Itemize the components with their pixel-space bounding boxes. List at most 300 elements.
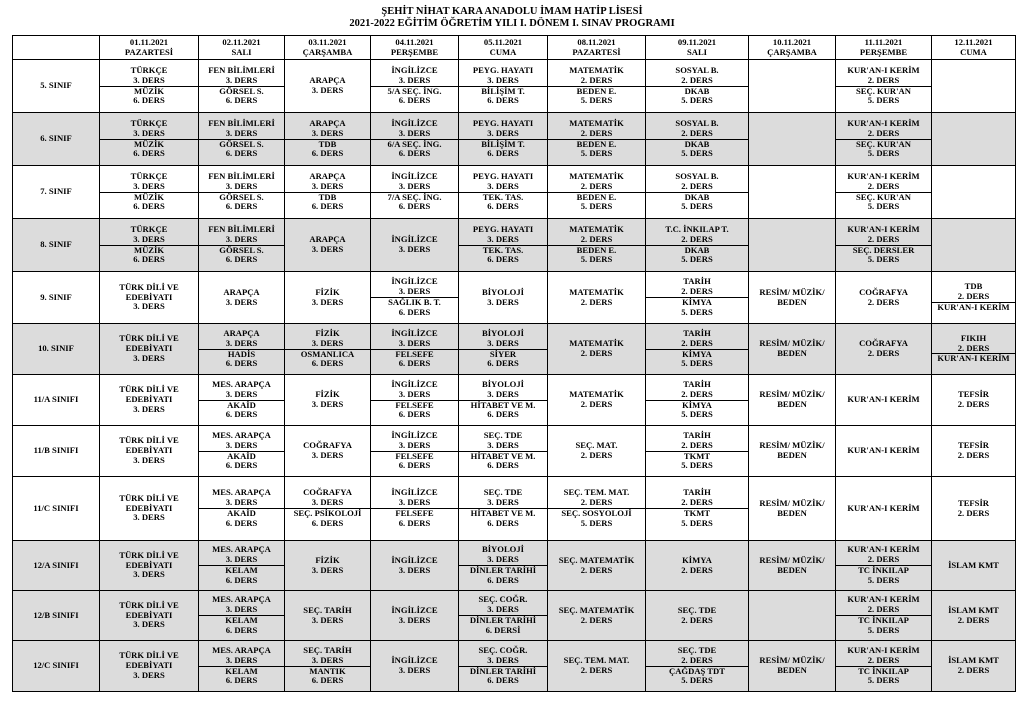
exam-subject: TEFSİR [957, 389, 990, 400]
exam-period: 2. DERS [681, 74, 713, 85]
exam-cell [836, 324, 932, 375]
table-row [13, 113, 1016, 166]
exam-period: 5. DERS [867, 201, 900, 212]
exam-entry [100, 436, 198, 465]
exam-entry [932, 353, 1015, 364]
exam-entry [749, 339, 835, 359]
exam-period: 6. DERS [487, 460, 519, 471]
exam-cell [371, 60, 459, 113]
exam-subject: BEDEN [777, 507, 807, 518]
exam-subject: FİZİK [315, 554, 340, 565]
exam-cell [199, 219, 285, 272]
exam-entry [371, 349, 458, 370]
exam-entry [646, 139, 748, 160]
exam-cell [199, 166, 285, 219]
exam-subject: TÜRKÇE [130, 170, 168, 181]
exam-period: 3. DERS [487, 497, 519, 508]
exam-entry [371, 451, 458, 472]
exam-entry [285, 349, 370, 370]
exam-period: 6. DERS [311, 517, 344, 528]
table-row [13, 324, 1016, 375]
exam-subject: GÖRSEL S. [219, 244, 264, 255]
exam-period: 3. DERS [398, 564, 431, 575]
exam-subject: RESİM/ MÜZİK/ [759, 497, 825, 508]
exam-cell [100, 641, 199, 692]
exam-period: 2. DERS [957, 342, 990, 353]
exam-entry [548, 119, 645, 139]
exam-period: 6. DERS [225, 409, 258, 420]
exam-entry [199, 329, 284, 349]
exam-entry [100, 172, 198, 192]
exam-subject: MATEMATİK [569, 117, 624, 128]
exam-period: 3. DERS [225, 388, 258, 399]
exam-subject: COĞRAFYA [859, 286, 908, 297]
exam-period: 3. DERS [487, 439, 519, 450]
exam-cell [548, 591, 646, 641]
exam-subject: İNGİLİZCE [391, 487, 438, 498]
exam-subject: BİLİŞİM T. [481, 138, 525, 149]
exam-entry [459, 288, 547, 308]
exam-cell [371, 272, 459, 324]
day-header [836, 36, 932, 60]
exam-entry [199, 565, 284, 586]
exam-cell [836, 375, 932, 426]
exam-period: 6. DERS [487, 201, 519, 212]
exam-entry [646, 277, 748, 297]
exam-cell [285, 426, 371, 477]
exam-cell [749, 541, 836, 591]
exam-subject: SEÇ. MATEMATİK [558, 554, 635, 565]
exam-period: 3. DERS [311, 180, 344, 191]
exam-subject: SİYER [489, 348, 517, 359]
exam-subject: SEÇ. MATEMATİK [558, 604, 635, 615]
exam-entry [548, 656, 645, 676]
exam-subject: SEÇ. MAT. [575, 440, 618, 451]
exam-subject: TÜRK DİLİ VE [119, 549, 179, 560]
exam-entry [285, 606, 370, 626]
exam-entry [199, 66, 284, 86]
exam-entry [371, 192, 458, 213]
exam-period: 3. DERS [487, 296, 519, 307]
day-header [199, 36, 285, 60]
exam-period: 3. DERS [225, 337, 258, 348]
exam-entry [285, 172, 370, 192]
exam-entry [459, 380, 547, 400]
exam-subject: ÇAĞDAŞ TDT [669, 665, 725, 676]
exam-period: 3. DERS [311, 127, 344, 138]
exam-entry [199, 349, 284, 370]
exam-cell [459, 591, 548, 641]
exam-entry [836, 545, 931, 565]
exam-cell [749, 272, 836, 324]
exam-entry [836, 192, 931, 213]
day-date: 01.11.2021 [129, 36, 169, 47]
exam-entry [548, 441, 645, 461]
exam-period: 3. DERS [487, 604, 519, 615]
exam-cell [199, 272, 285, 324]
exam-cell [100, 541, 199, 591]
exam-subject: İNGİLİZCE [391, 655, 438, 666]
exam-entry [199, 545, 284, 565]
exam-subject: TEFSİR [957, 440, 990, 451]
exam-subject: KUR'AN-I KERİM [847, 502, 920, 513]
day-header [932, 36, 1016, 60]
exam-cell [199, 541, 285, 591]
exam-entry [836, 172, 931, 192]
exam-subject: TC İNKILAP [858, 665, 909, 676]
exam-entry [199, 508, 284, 529]
exam-subject: GÖRSEL S. [219, 85, 264, 96]
day-name: SALI [231, 46, 252, 57]
exam-period: 5. DERS [681, 358, 713, 369]
exam-entry [836, 395, 931, 405]
exam-period: 5. DERS [681, 460, 713, 471]
exam-entry [285, 556, 370, 576]
exam-period: 6. DERS [487, 574, 519, 585]
exam-cell [459, 477, 548, 541]
exam-subject: DKAB [684, 85, 710, 96]
day-name: PAZARTESİ [572, 46, 621, 57]
exam-period: 3. DERS [225, 233, 258, 244]
exam-entry [199, 488, 284, 508]
class-name-cell: 5. SINIF [13, 60, 100, 113]
exam-entry [285, 76, 370, 96]
exam-period: 6. DERS [487, 517, 519, 528]
exam-subject: MES. ARAPÇA [212, 544, 271, 555]
exam-period: 2. DERS [681, 564, 713, 575]
exam-period: 3. DERS [398, 286, 431, 297]
exam-subject: BEDEN [777, 348, 807, 358]
exam-period: 6. DERS [311, 675, 344, 686]
exam-subject: SAĞLIK B. T. [388, 297, 441, 307]
exam-period: 2. DERS [867, 296, 900, 307]
class-name-cell: 8. SINIF [13, 219, 100, 272]
exam-subject: BEDEN E. [576, 85, 617, 96]
exam-subject: SEÇ. KUR'AN [856, 138, 911, 149]
exam-subject: BİLİŞİM T. [481, 85, 525, 96]
exam-entry [100, 601, 198, 630]
exam-entry [548, 488, 645, 508]
exam-entry [836, 615, 931, 636]
exam-period: 3. DERS [225, 74, 258, 85]
exam-period: 3. DERS [487, 233, 519, 244]
exam-entry [100, 245, 198, 266]
exam-entry [371, 172, 458, 192]
table-row [13, 60, 1016, 113]
day-date: 11.11.2021 [864, 36, 903, 47]
exam-subject: DİNLER TARİHİ [469, 565, 537, 575]
exam-entry [459, 400, 547, 421]
exam-subject: PEYG. HAYATI [472, 64, 534, 75]
exam-subject: SEÇ. KUR'AN [856, 191, 911, 202]
exam-cell [932, 477, 1016, 541]
exam-entry [836, 66, 931, 86]
schedule-body [13, 60, 1016, 692]
exam-period: 2. DERS [681, 614, 713, 625]
exam-subject: TEK. TAS. [482, 191, 524, 202]
exam-entry [836, 595, 931, 615]
exam-period: 2. DERS [580, 127, 613, 138]
exam-period: 5. DERS [681, 148, 713, 159]
exam-subject: KUR'AN-I KERİM [847, 223, 920, 234]
exam-subject: RESİM/ MÜZİK/ [759, 389, 825, 400]
exam-cell [548, 60, 646, 113]
exam-period: 5. DERS [681, 409, 713, 420]
exam-entry [100, 66, 198, 86]
day-name: CUMA [960, 46, 987, 57]
exam-period: 3. DERS [133, 180, 165, 191]
exam-subject: ARAPÇA [223, 327, 260, 338]
exam-subject: İNGİLİZCE [391, 378, 438, 389]
exam-period: 2. DERS [957, 614, 990, 625]
exam-period: 6. DERS [225, 624, 258, 635]
day-name: ÇARŞAMBA [302, 46, 353, 57]
exam-period: 5. DERS [867, 95, 900, 106]
exam-entry [749, 441, 835, 461]
exam-entry [459, 245, 547, 266]
table-row [13, 591, 1016, 641]
exam-subject: EDEBİYATI [125, 502, 173, 513]
exam-cell [646, 641, 749, 692]
exam-period: 6. DERS [487, 409, 519, 420]
exam-period: 5. DERS [580, 254, 613, 265]
exam-cell [836, 272, 932, 324]
exam-subject: FEN BİLİMLERİ [208, 223, 275, 234]
exam-period: 2. DERS [580, 399, 613, 409]
exam-cell [749, 426, 836, 477]
exam-subject: COĞRAFYA [303, 487, 352, 498]
exam-entry [459, 225, 547, 245]
exam-entry [199, 431, 284, 451]
exam-cell [646, 113, 749, 166]
exam-cell [371, 375, 459, 426]
exam-cell [100, 324, 199, 375]
exam-period: 6. DERS [487, 254, 519, 265]
page-header [0, 0, 1024, 34]
exam-entry [371, 606, 458, 626]
exam-period: 3. DERS [133, 569, 165, 580]
exam-cell [749, 113, 836, 166]
exam-subject: TARİH [683, 327, 711, 338]
exam-entry [749, 556, 835, 576]
exam-period: 6. DERS [225, 517, 258, 528]
exam-period: 6. DERS [133, 95, 165, 106]
exam-cell [199, 324, 285, 375]
exam-subject: FİZİK [315, 327, 340, 338]
exam-entry [749, 499, 835, 519]
exam-period: 2. DERS [867, 74, 900, 85]
exam-entry [459, 66, 547, 86]
exam-period: 5. DERS [580, 201, 613, 212]
exam-entry [548, 172, 645, 192]
day-date: 04.11.2021 [395, 36, 434, 47]
day-date: 09.11.2021 [677, 36, 717, 47]
exam-subject: ARAPÇA [223, 286, 260, 297]
exam-entry [199, 595, 284, 615]
exam-period: 3. DERS [225, 127, 258, 138]
exam-entry [548, 339, 645, 359]
exam-cell [459, 375, 548, 426]
exam-subject: HİTABET VE M. [470, 508, 536, 518]
exam-cell [646, 591, 749, 641]
class-name-cell: 12/C SINIFI [13, 641, 100, 692]
exam-entry [836, 565, 931, 586]
exam-entry [285, 488, 370, 508]
exam-period: 6. DERS [225, 574, 258, 585]
exam-cell [100, 166, 199, 219]
exam-subject: TÜRK DİLİ VE [119, 333, 179, 344]
exam-entry [371, 297, 458, 318]
program-title: 2021-2022 EĞİTİM ÖĞRETİM YILI I. DÖNEM I. SINAV PROGRAMI [349, 18, 675, 29]
exam-cell [749, 375, 836, 426]
exam-period: 2. DERS [580, 450, 613, 460]
exam-cell [749, 60, 836, 113]
exam-cell [199, 477, 285, 541]
table-row [13, 219, 1016, 272]
exam-entry [285, 119, 370, 139]
exam-cell [646, 272, 749, 324]
exam-entry [548, 390, 645, 410]
class-name-cell: 6. SINIF [13, 113, 100, 166]
exam-cell [285, 591, 371, 641]
exam-entry [646, 380, 748, 400]
exam-subject: TÜRKÇE [130, 64, 168, 75]
exam-entry [285, 666, 370, 687]
exam-entry [749, 390, 835, 410]
exam-entry [459, 349, 547, 370]
exam-period: 6. DERSİ [485, 624, 521, 635]
exam-period: 3. DERS [225, 497, 258, 508]
exam-cell [749, 477, 836, 541]
exam-period: 6. DERS [398, 460, 431, 471]
exam-entry [836, 666, 931, 687]
exam-subject: TÜRK DİLİ VE [119, 435, 179, 446]
exam-period: 5. DERS [681, 675, 713, 686]
exam-period: 3. DERS [311, 654, 344, 665]
exam-subject: MATEMATİK [569, 338, 624, 349]
exam-subject: ARAPÇA [309, 170, 346, 181]
exam-entry [932, 302, 1015, 313]
exam-entry [199, 451, 284, 472]
exam-period: 3. DERS [133, 669, 165, 680]
exam-subject: SEÇ. COĞR. [478, 644, 528, 655]
exam-cell [548, 324, 646, 375]
day-header [371, 36, 459, 60]
exam-subject: KİMYA [682, 399, 712, 410]
exam-subject: KUR'AN-I KERİM [847, 644, 920, 655]
day-header [459, 36, 548, 60]
exam-cell [932, 641, 1016, 692]
exam-subject: SEÇ. TDE [483, 487, 523, 498]
exam-cell [459, 541, 548, 591]
exam-entry [371, 329, 458, 349]
exam-entry [100, 139, 198, 160]
exam-cell [459, 272, 548, 324]
exam-subject: DİNLER TARİHİ [469, 665, 537, 676]
exam-entry [371, 488, 458, 508]
exam-period: 2. DERS [867, 554, 900, 565]
exam-period: 6. DERS [398, 95, 431, 106]
exam-entry [836, 504, 931, 514]
exam-subject: SOSYAL B. [675, 64, 719, 75]
day-header [285, 36, 371, 60]
day-date: 08.11.2021 [577, 36, 616, 47]
exam-subject: OSMANLICA [300, 348, 355, 359]
exam-entry [199, 666, 284, 687]
exam-subject: TÜRKÇE [130, 223, 168, 234]
exam-subject: DKAB [684, 244, 710, 255]
exam-cell [285, 324, 371, 375]
exam-cell [100, 219, 199, 272]
exam-subject: BEDEN [777, 399, 807, 409]
exam-period: 3. DERS [398, 127, 431, 138]
exam-period: 2. DERS [867, 654, 900, 665]
exam-cell [100, 60, 199, 113]
exam-period: 3. DERS [487, 388, 519, 399]
exam-period: 6. DERS [311, 358, 344, 369]
exam-entry [836, 446, 931, 456]
exam-period: 5. DERS [580, 517, 613, 528]
exam-entry [371, 86, 458, 107]
exam-cell [371, 426, 459, 477]
exam-period: 5. DERS [580, 95, 613, 106]
exam-entry [932, 390, 1015, 410]
exam-cell [836, 219, 932, 272]
exam-cell [646, 426, 749, 477]
exam-cell [548, 375, 646, 426]
exam-subject: COĞRAFYA [859, 338, 908, 349]
exam-subject: SOSYAL B. [675, 170, 719, 181]
exam-subject: TARİH [683, 487, 711, 498]
exam-subject: SEÇ. TEM. MAT. [563, 655, 630, 666]
exam-period: 3. DERS [225, 439, 258, 450]
exam-cell [285, 166, 371, 219]
exam-period: 3. DERS [398, 665, 431, 675]
exam-entry [836, 646, 931, 666]
table-row [13, 541, 1016, 591]
exam-subject: BEDEN [777, 296, 807, 307]
exam-cell [548, 477, 646, 541]
exam-period: 2. DERS [580, 665, 613, 675]
exam-subject: PEYG. HAYATI [472, 223, 534, 234]
exam-entry [646, 297, 748, 318]
exam-entry [836, 119, 931, 139]
class-name-cell: 11/B SINIFI [13, 426, 100, 477]
exam-entry [932, 282, 1015, 302]
exam-period: 2. DERS [580, 233, 613, 244]
exam-subject: TARİH [683, 276, 711, 287]
day-name: SALI [686, 46, 708, 57]
exam-entry [371, 277, 458, 297]
exam-subject: MÜZİK [133, 244, 165, 255]
table-row [13, 375, 1016, 426]
exam-period: 3. DERS [487, 654, 519, 665]
day-header [646, 36, 749, 60]
exam-cell [749, 641, 836, 692]
exam-cell [836, 591, 932, 641]
exam-period: 6. DERS [225, 95, 258, 106]
exam-entry [371, 508, 458, 529]
exam-entry [646, 451, 748, 472]
exam-cell [749, 166, 836, 219]
exam-subject: COĞRAFYA [303, 440, 352, 451]
exam-cell [459, 166, 548, 219]
exam-entry [199, 646, 284, 666]
exam-cell [646, 477, 749, 541]
exam-period: 5. DERS [681, 201, 713, 212]
exam-entry [646, 329, 748, 349]
exam-entry [285, 508, 370, 529]
